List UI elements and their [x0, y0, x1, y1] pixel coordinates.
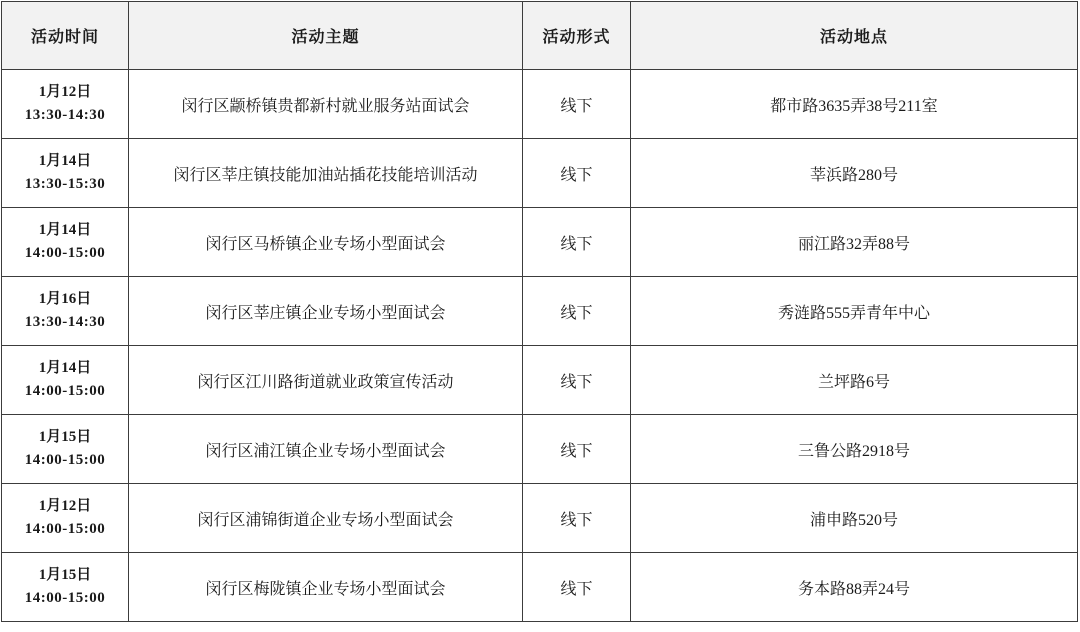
- cell-activity-location: 都市路3635弄38号211室: [631, 70, 1078, 139]
- table-row: [2, 139, 1078, 208]
- cell-activity-time: [2, 70, 129, 139]
- cell-activity-format: 线下: [523, 553, 631, 622]
- table-header: [2, 2, 1078, 70]
- activity-date: 1月14日: [38, 221, 92, 238]
- cell-activity-format: 线下: [523, 484, 631, 553]
- table-row: [2, 415, 1078, 484]
- cell-activity-theme: 闵行区浦江镇企业专场小型面试会: [129, 415, 523, 484]
- cell-activity-location: 三鲁公路2918号: [631, 415, 1078, 484]
- activity-time-range: 14:00-15:00: [24, 245, 106, 261]
- cell-activity-format: 线下: [523, 139, 631, 208]
- activity-schedule-table: [1, 1, 1078, 622]
- table-row: [2, 484, 1078, 553]
- activity-time-range: 14:00-15:00: [24, 383, 106, 399]
- activity-date: 1月14日: [38, 152, 92, 169]
- cell-activity-theme: 闵行区莘庄镇技能加油站插花技能培训活动: [129, 139, 523, 208]
- cell-activity-time: [2, 553, 129, 622]
- cell-activity-theme: 闵行区江川路街道就业政策宣传活动: [129, 346, 523, 415]
- cell-activity-format: 线下: [523, 346, 631, 415]
- cell-activity-format: 线下: [523, 415, 631, 484]
- cell-activity-theme: 闵行区莘庄镇企业专场小型面试会: [129, 277, 523, 346]
- activity-date: 1月14日: [38, 359, 92, 376]
- cell-activity-location: 浦申路520号: [631, 484, 1078, 553]
- cell-activity-theme: 闵行区颛桥镇贵都新村就业服务站面试会: [129, 70, 523, 139]
- table-row: [2, 346, 1078, 415]
- table-row: [2, 70, 1078, 139]
- table-row: [2, 277, 1078, 346]
- activity-date: 1月15日: [38, 566, 92, 583]
- cell-activity-format: 线下: [523, 70, 631, 139]
- activity-time-range: 13:30-14:30: [24, 314, 106, 330]
- activity-time-range: 13:30-15:30: [24, 176, 106, 192]
- cell-activity-format: 线下: [523, 277, 631, 346]
- cell-activity-time: [2, 139, 129, 208]
- cell-activity-time: [2, 484, 129, 553]
- cell-activity-time: [2, 208, 129, 277]
- cell-activity-time: [2, 277, 129, 346]
- table-row: [2, 553, 1078, 622]
- cell-activity-location: 丽江路32弄88号: [631, 208, 1078, 277]
- cell-activity-location: 秀涟路555弄青年中心: [631, 277, 1078, 346]
- activity-time-range: 14:00-15:00: [24, 590, 106, 606]
- header-activity-time: 活动时间: [2, 2, 129, 70]
- cell-activity-time: [2, 415, 129, 484]
- cell-activity-location: 务本路88弄24号: [631, 553, 1078, 622]
- header-activity-format: 活动形式: [523, 2, 631, 70]
- activity-time-range: 14:00-15:00: [24, 521, 106, 537]
- header-activity-location: 活动地点: [631, 2, 1078, 70]
- activity-time-range: 14:00-15:00: [24, 452, 106, 468]
- header-row: [2, 2, 1078, 70]
- table-row: [2, 208, 1078, 277]
- cell-activity-theme: 闵行区梅陇镇企业专场小型面试会: [129, 553, 523, 622]
- table-body: [2, 70, 1078, 622]
- cell-activity-location: 兰坪路6号: [631, 346, 1078, 415]
- activity-date: 1月12日: [38, 497, 92, 514]
- activity-date: 1月12日: [38, 83, 92, 100]
- activity-time-range: 13:30-14:30: [24, 107, 106, 123]
- cell-activity-theme: 闵行区马桥镇企业专场小型面试会: [129, 208, 523, 277]
- activity-date: 1月16日: [38, 290, 92, 307]
- activity-date: 1月15日: [38, 428, 92, 445]
- cell-activity-theme: 闵行区浦锦街道企业专场小型面试会: [129, 484, 523, 553]
- cell-activity-location: 莘浜路280号: [631, 139, 1078, 208]
- cell-activity-format: 线下: [523, 208, 631, 277]
- cell-activity-time: [2, 346, 129, 415]
- header-activity-theme: 活动主题: [129, 2, 523, 70]
